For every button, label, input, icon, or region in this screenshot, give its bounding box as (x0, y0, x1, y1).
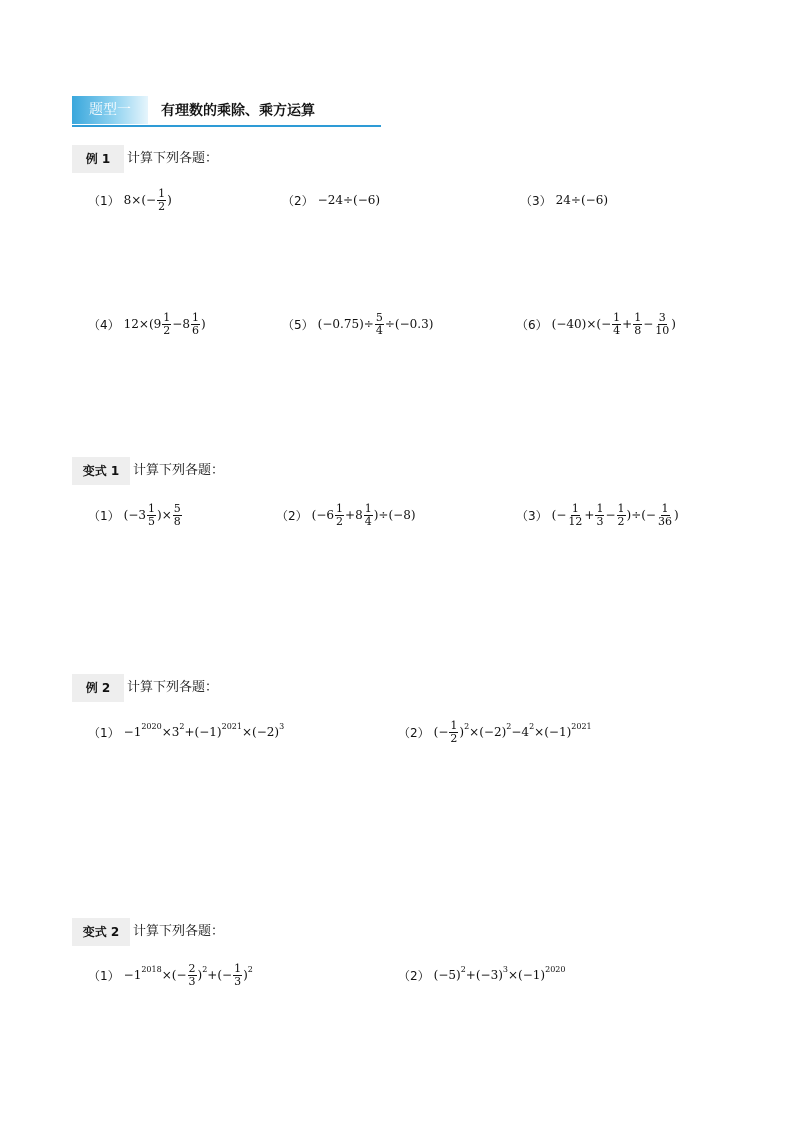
fraction-denominator: 2 (450, 731, 458, 745)
math-text: − (605, 508, 616, 522)
fraction (567, 503, 583, 527)
math-text: )÷(−8) (373, 508, 416, 522)
problem-number: （3） (516, 508, 548, 523)
fraction-denominator: 2 (617, 514, 625, 528)
example-2-instruction: 计算下列各题： (127, 680, 219, 695)
variant-2-label: 变式 2 (72, 918, 130, 946)
problem (88, 180, 172, 220)
math-text: ×(−1) (508, 968, 546, 982)
fraction (188, 963, 197, 987)
math-expression (433, 964, 566, 982)
variant-1-instruction: 计算下列各题： (133, 463, 225, 478)
section-header (72, 96, 381, 128)
exponent: 3 (502, 964, 508, 974)
problem (88, 955, 253, 995)
fraction-denominator: 5 (148, 514, 156, 528)
problem-number: （2） (398, 968, 430, 983)
math-text: 24÷(−6) (555, 193, 609, 207)
problem-number: （1） (88, 725, 120, 740)
math-text: + (584, 508, 595, 522)
section-underline (72, 125, 381, 127)
math-text: +(− (207, 968, 233, 982)
exponent: 2 (247, 964, 253, 974)
problem (520, 180, 608, 220)
fraction (335, 503, 344, 527)
fraction (147, 503, 156, 527)
math-text: −8 (172, 317, 190, 331)
problem (88, 712, 284, 752)
problem (516, 495, 679, 535)
fraction-denominator: 3 (596, 514, 604, 528)
exponent: 2021 (571, 721, 592, 731)
problem-number: （2） (276, 508, 308, 523)
fraction-numerator: 1 (234, 961, 242, 975)
fraction-numerator: 1 (596, 501, 604, 515)
math-text: (−5) (433, 968, 461, 982)
math-text: ) (167, 193, 172, 207)
fraction (654, 312, 670, 336)
math-expression (123, 721, 285, 739)
fraction-denominator: 4 (364, 514, 372, 528)
fraction (364, 503, 373, 527)
math-text: ) (200, 317, 206, 331)
exponent: 2020 (545, 964, 566, 974)
problem-number: （1） (88, 968, 120, 983)
fraction-denominator: 8 (173, 514, 181, 528)
math-text: ) (243, 968, 248, 982)
fraction-numerator: 2 (188, 961, 196, 975)
fraction (157, 188, 166, 212)
problem (398, 955, 565, 995)
problem-number: （1） (88, 508, 120, 523)
problem (282, 180, 380, 220)
math-expression (318, 312, 434, 336)
fraction-numerator: 5 (173, 501, 181, 515)
math-text: (− (433, 725, 449, 739)
math-text: ×(−1) (534, 725, 572, 739)
fraction-numerator: 5 (375, 310, 383, 324)
fraction-numerator: 1 (450, 718, 458, 732)
math-text: ) (674, 508, 679, 522)
exponent: 2018 (141, 964, 162, 974)
fraction-denominator: 36 (658, 514, 672, 528)
fraction-denominator: 12 (568, 514, 583, 528)
variant-1-label: 变式 1 (72, 457, 130, 485)
problem-number: （6） (516, 317, 548, 332)
fraction-numerator: 3 (658, 310, 666, 324)
math-text: −24÷(−6) (317, 193, 381, 207)
exponent: 2021 (221, 721, 242, 731)
exponent: 2 (506, 721, 512, 731)
example-1-label: 例 1 (72, 145, 124, 173)
problem-number: （3） (520, 193, 552, 208)
math-text: −4 (511, 725, 530, 739)
math-expression (124, 503, 183, 527)
example-1-instruction: 计算下列各题： (127, 151, 219, 166)
math-expression (552, 503, 679, 527)
fraction (617, 503, 626, 527)
fraction-numerator: 1 (158, 186, 166, 200)
math-text: (−6 (311, 508, 335, 522)
exponent: 3 (279, 721, 285, 731)
math-text: −1 (123, 968, 142, 982)
fraction-denominator: 10 (655, 323, 670, 337)
problem-number: （5） (282, 317, 314, 332)
fraction-numerator: 1 (148, 501, 156, 515)
problem-number: （1） (88, 193, 120, 208)
math-text: + (622, 317, 633, 331)
math-expression (434, 720, 592, 744)
fraction-numerator: 1 (661, 501, 669, 515)
exponent: 2 (464, 721, 470, 731)
fraction-denominator: 2 (336, 514, 344, 528)
fraction-denominator: 8 (634, 323, 642, 337)
problem (276, 495, 416, 535)
math-expression (124, 312, 206, 336)
fraction-denominator: 4 (375, 323, 383, 337)
fraction-denominator: 2 (158, 199, 166, 213)
fraction (633, 312, 642, 336)
math-text: )× (157, 508, 172, 522)
math-expression (124, 188, 172, 212)
fraction-numerator: 1 (364, 501, 372, 515)
exponent: 2 (179, 721, 185, 731)
math-text: ) (459, 725, 465, 739)
fraction-denominator: 3 (234, 974, 242, 988)
fraction (162, 312, 171, 336)
math-text: (−40)×(− (551, 317, 612, 331)
math-text: ) (671, 317, 676, 331)
fraction (233, 963, 242, 987)
problem (88, 495, 183, 535)
math-text: ×(− (161, 968, 187, 982)
math-text: +8 (345, 508, 363, 522)
fraction-numerator: 1 (613, 310, 621, 324)
fraction (173, 503, 182, 527)
math-text: −1 (123, 725, 142, 739)
math-text: ×(−2) (241, 725, 280, 739)
problem (398, 712, 592, 752)
fraction (449, 720, 458, 744)
problem (282, 304, 433, 344)
math-text: (−3 (123, 508, 147, 522)
math-expression (312, 503, 416, 527)
problem-number: （4） (88, 317, 120, 332)
fraction-numerator: 1 (617, 501, 625, 515)
fraction-numerator: 1 (571, 501, 579, 515)
math-text: ÷(−0.3) (384, 317, 434, 331)
math-text: +(−1) (184, 725, 222, 739)
exponent: 2 (529, 721, 535, 731)
section-title: 有理数的乘除、乘方运算 (161, 103, 315, 119)
fraction-denominator: 2 (163, 323, 171, 337)
math-expression (318, 193, 380, 207)
fraction-denominator: 6 (191, 323, 199, 337)
math-text: 8×(− (123, 193, 157, 207)
math-text: ×(−2) (469, 725, 507, 739)
math-text: )÷(− (626, 508, 656, 522)
math-text: (−0.75)÷ (317, 317, 374, 331)
fraction-numerator: 1 (634, 310, 642, 324)
math-expression (124, 963, 253, 987)
fraction-numerator: 1 (163, 310, 171, 324)
math-text: ×3 (161, 725, 180, 739)
fraction-denominator: 4 (613, 323, 621, 337)
fraction (612, 312, 621, 336)
problem-number: （2） (282, 193, 314, 208)
fraction (191, 312, 200, 336)
fraction (657, 503, 673, 527)
section-tag: 题型一 (72, 96, 148, 124)
math-text: 12×(9 (123, 317, 162, 331)
math-text: (− (551, 508, 567, 522)
problem-number: （2） (398, 725, 430, 740)
fraction-denominator: 3 (188, 974, 196, 988)
problem (88, 304, 206, 344)
example-2-label: 例 2 (72, 674, 124, 702)
fraction (595, 503, 604, 527)
math-text: +(−3) (465, 968, 503, 982)
fraction-numerator: 1 (336, 501, 344, 515)
math-text: ) (197, 968, 203, 982)
math-expression (556, 193, 608, 207)
math-text: − (643, 317, 654, 331)
variant-2-instruction: 计算下列各题： (133, 924, 225, 939)
exponent: 2 (202, 964, 208, 974)
fraction-numerator: 1 (191, 310, 199, 324)
problem (516, 304, 676, 344)
fraction (375, 312, 384, 336)
exponent: 2 (460, 964, 466, 974)
math-expression (552, 312, 676, 336)
exponent: 2020 (141, 721, 162, 731)
